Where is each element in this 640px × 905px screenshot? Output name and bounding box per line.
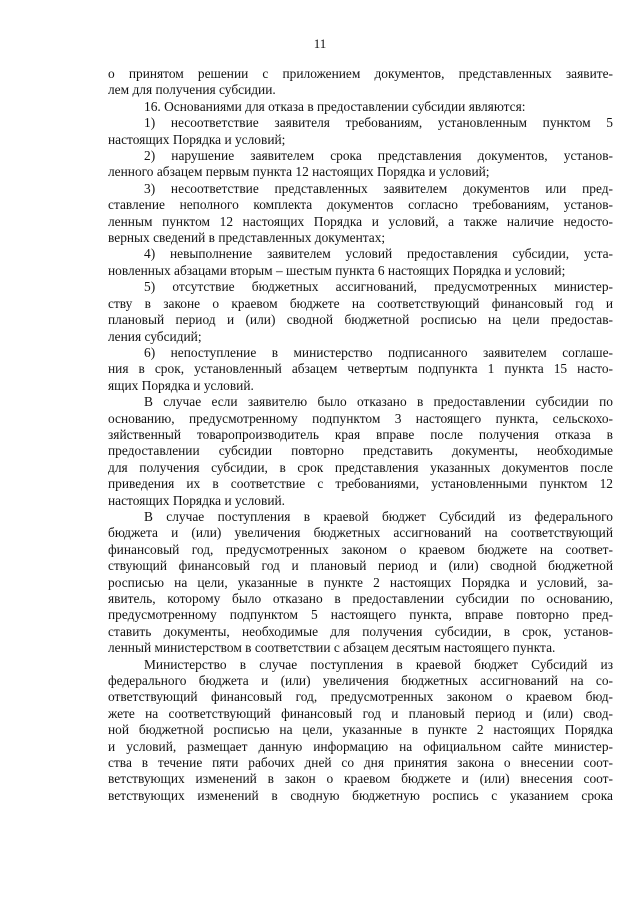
text-line: ставить документы, необходимые для получения субсидии, в срок, установ- [108,623,613,639]
text-line: ленного абзацем первым пункта 12 настоящих Порядка и условий; [108,164,490,180]
text-line: ления субсидий; [108,328,202,344]
text-line: приведения их в соответствие с требованиями, установленными пунктом 12 [108,476,613,492]
text-line: плановый период и (или) сводной бюджетной росписью на цели предостав- [108,312,613,328]
text-line: финансовый год, предусмотренных законом о краевом бюджете на соответ- [108,541,613,557]
text-line: предусмотренному подпунктом 5 настоящего пункта, вправе повторно пред- [108,607,613,623]
text-line: ленным пунктом 12 настоящих Порядка и условий, а также наличие недосто- [108,213,613,229]
text-line: ветствующих изменений в закон о краевом бюджете и (или) внесения соот- [108,771,613,787]
text-line: предоставлении субсидии повторно представить документы, необходимые [108,443,613,459]
paragraph-p0 [108,66,613,99]
text-line: ветствующих изменений в сводную бюджетную роспись с указанием срока [108,787,613,803]
text-line: ящих Порядка и условий. [108,377,254,393]
page-number: 11 [313,36,327,51]
text-line: новленных абзацами вторым – шестым пункта 6 настоящих Порядка и условий; [108,262,566,278]
text-line: настоящих Порядка и условий; [108,131,286,147]
text-line: основанию, предусмотренному подпунктом 3 настоящего пункта, сельскохо- [108,410,613,426]
paragraph-p5 [108,246,613,279]
text-line: 6) непоступление в министерство подписанного заявителем соглаше- [144,344,613,360]
paragraph-p1 [108,99,613,115]
text-line: 4) невыполнение заявителем условий предоставления субсидии, уста- [144,246,613,262]
text-line: для получения субсидии, в срок представления указанных документов после [108,459,613,475]
text-line: 3) несоответствие представленных заявителем документов или пред- [144,180,613,196]
paragraph-p4 [108,181,613,247]
text-line: жете на соответствующий финансовый год и плановый период и (или) свод- [108,705,613,721]
text-line: федерального бюджета и (или) увеличения бюджетных ассигнований на со- [108,673,613,689]
text-line: зяйственный товаропроизводитель края вправе после получения отказа в [108,426,613,442]
text-line: В случае если заявителю было отказано в предоставлении субсидии по [144,394,613,410]
text-line: 2) нарушение заявителем срока представления документов, установ- [144,148,613,164]
text-line: 16. Основаниями для отказа в предоставлении субсидии являются: [144,98,526,114]
text-line: о принятом решении с приложением документов, представленных заявите- [108,66,613,81]
text-line: ству в законе о краевом бюджете на соответствующий финансовый год и [108,295,613,311]
paragraph-p10 [108,657,613,805]
text-line: явитель, которому было отказано в предоставлении субсидии по основанию, [108,591,613,606]
paragraph-p2 [108,115,613,148]
document-body [108,66,613,804]
paragraph-p8 [108,394,613,509]
text-line: росписью на цели, указанные в пункте 2 настоящих Порядка и условий, за- [108,574,613,590]
paragraph-p9 [108,509,613,657]
text-line: и условий, размещает данную информацию на официальном сайте министер- [108,738,613,754]
text-line: 5) отсутствие бюджетных ассигнований, предусмотренных министер- [144,279,613,295]
text-line: ответствующий финансовый год, предусмотренных законом о краевом бюд- [108,689,613,705]
paragraph-p3 [108,148,613,181]
text-line: настоящих Порядка и условий. [108,492,286,508]
text-line: В случае поступления в краевой бюджет Субсидий из федерального [144,508,613,524]
text-line: ной бюджетной росписью на цели, указанные в пункте 2 настоящих Порядка [108,722,613,738]
text-line: ния в срок, установленный абзацем четвертым подпункта 1 пункта 15 насто- [108,361,613,377]
text-line: ства в течение пяти рабочих дней со дня принятия закона о внесении соот- [108,755,613,771]
text-line: бюджета и (или) увеличения бюджетных ассигнований на соответствующий [108,525,613,541]
text-line: 1) несоответствие заявителя требованиям, установленным пунктом 5 [144,115,613,131]
text-line: ленный министерством в соответствии с абзацем десятым настоящего пункта. [108,640,556,656]
text-line: лем для получения субсидии. [108,82,276,98]
paragraph-p6 [108,279,613,345]
text-line: ставление неполного комплекта документов согласно требованиям, установ- [108,197,613,213]
text-line: ствующий финансовый год и плановый период и (или) сводной бюджетной [108,558,613,574]
paragraph-p7 [108,345,613,394]
text-line: верных сведений в представленных документах; [108,230,386,246]
text-line: Министерство в случае поступления в краевой бюджет Субсидий из [144,656,613,672]
